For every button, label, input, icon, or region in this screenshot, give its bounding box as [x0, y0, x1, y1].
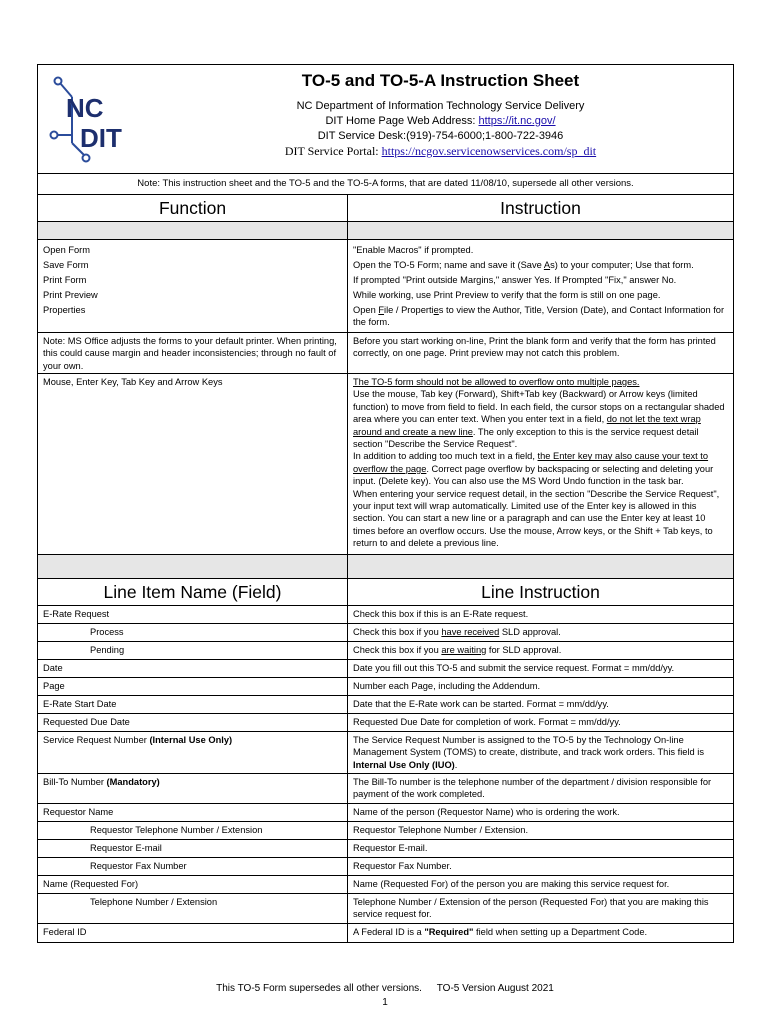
field-requestor-fax: Requestor Fax Number [38, 858, 348, 876]
shaded-spacer [38, 555, 348, 579]
home-page-link[interactable]: https://it.nc.gov/ [478, 115, 556, 127]
header-text [158, 71, 723, 159]
instr-erate-start-date: Date that the E-Rate work can be started. Format = mm/dd/yy. [348, 696, 733, 714]
function-table [38, 195, 733, 579]
instr-requestor-telephone: Requestor Telephone Number / Extension. [348, 822, 733, 840]
field-federal-id: Federal ID [38, 924, 348, 942]
shaded-spacer [348, 222, 733, 240]
instr-requestor-name: Name of the person (Requestor Name) who is ordering the work. [348, 804, 733, 822]
instr-service-request-number: The Service Request Number is assigned to the TO-5 by the Technology On-line Management System (TOMS) to create, distribute, and track work orders. This field is Internal Use Only (IUO). [348, 732, 733, 774]
field-name-requested-for: Name (Requested For) [38, 876, 348, 894]
footer-supersedes: This TO-5 Form supersedes all other versions. [216, 983, 422, 994]
field-requestor-email: Requestor E-mail [38, 840, 348, 858]
field-requestor-name: Requestor Name [38, 804, 348, 822]
line-item-header: Line Item Name (Field) [38, 579, 348, 606]
home-page-line: DIT Home Page Web Address: https://it.nc.gov/ [325, 115, 556, 127]
field-page: Page [38, 678, 348, 696]
svg-text:NC: NC [66, 93, 104, 123]
instr-pending: Check this box if you are waiting for SLD approval. [348, 642, 733, 660]
line-instruction-header: Line Instruction [348, 579, 733, 606]
department-name: NC Department of Information Technology Service Delivery [296, 100, 585, 112]
field-requested-due-date: Requested Due Date [38, 714, 348, 732]
field-requestor-telephone: Requestor Telephone Number / Extension [38, 822, 348, 840]
instruction-sheet [37, 64, 734, 943]
instr-erate-request: Check this box if this is an E-Rate request. [348, 606, 733, 624]
service-desk-line: DIT Service Desk:(919)-754-6000;1-800-722-3946 [317, 130, 564, 142]
shaded-spacer [38, 222, 348, 240]
field-telephone-extension: Telephone Number / Extension [38, 894, 348, 924]
field-erate-request: E-Rate Request [38, 606, 348, 624]
nc-dit-logo [48, 73, 148, 165]
instr-requested-due-date: Requested Due Date for completion of work. Format = mm/dd/yy. [348, 714, 733, 732]
instr-telephone-extension: Telephone Number / Extension of the person (Requested For) that you are making this service request for. [348, 894, 733, 924]
instr-name-requested-for: Name (Requested For) of the person you are making this service request for. [348, 876, 733, 894]
instr-requestor-fax: Requestor Fax Number. [348, 858, 733, 876]
footer-version: TO-5 Version August 2021 [436, 983, 554, 994]
version-note: Note: This instruction sheet and the TO-5 and the TO-5-A forms, that are dated 11/08/10, supersede all other versions. [38, 174, 733, 195]
field-service-request-number: Service Request Number (Internal Use Only) [38, 732, 348, 774]
keys-label: Mouse, Enter Key, Tab Key and Arrow Keys [38, 374, 348, 555]
ms-office-instruction: Before you start working on-line, Print the blank form and verify that the form has printed correctly, on one page. Print preview may not catch this problem. [348, 333, 733, 374]
instr-requestor-email: Requestor E-mail. [348, 840, 733, 858]
function-instructions: "Enable Macros" if prompted. Open the TO-5 Form; name and save it (Save As) to your computer; Use that form. If prompted "Print outside Margins," answer Yes. If Prompted "Fix," answer No. While working, use Print Preview to verify that the form is still on one page. Open File / Properties to view the Author, Title, Version (Date), and Contact Information for the form. [348, 240, 733, 333]
function-header: Function [38, 195, 348, 222]
field-process: Process [38, 624, 348, 642]
instr-page: Number each Page, including the Addendum. [348, 678, 733, 696]
field-pending: Pending [38, 642, 348, 660]
page-title: TO-5 and TO-5-A Instruction Sheet [301, 71, 580, 90]
svg-text:DIT: DIT [80, 123, 122, 153]
instruction-header: Instruction [348, 195, 733, 222]
page-footer [0, 983, 770, 994]
shaded-spacer [348, 555, 733, 579]
service-portal-link[interactable]: https://ncgov.servicenowservices.com/sp_dit [381, 144, 597, 158]
instr-federal-id: A Federal ID is a "Required" field when setting up a Department Code. [353, 926, 648, 937]
instr-bill-to-number: The Bill-To number is the telephone number of the department / division responsible for payment of the work completed. [348, 774, 733, 804]
instr-process: Check this box if you have received SLD approval. [348, 624, 733, 642]
field-erate-start-date: E-Rate Start Date [38, 696, 348, 714]
service-portal-line: DIT Service Portal: https://ncgov.servicenowservices.com/sp_dit [284, 144, 597, 158]
field-date: Date [38, 660, 348, 678]
line-item-table [38, 579, 733, 942]
sheet-header [38, 65, 733, 174]
ms-office-note: Note: MS Office adjusts the forms to your default printer. When printing, this could cause margin and header inconsistencies; through no fault of your own. [38, 333, 348, 374]
instr-date: Date you fill out this TO-5 and submit the service request. Format = mm/dd/yy. [348, 660, 733, 678]
page-number: 1 [382, 997, 388, 1008]
field-bill-to-number: Bill-To Number (Mandatory) [38, 774, 348, 804]
function-list: Open Form Save Form Print Form Print Preview Properties [38, 240, 348, 333]
keys-instruction: The TO-5 form should not be allowed to overflow onto multiple pages. Use the mouse, Tab key (Forward), Shift+Tab key (Backward) or Arrow keys (limited function) to move from field to field. In each field, the cursor stops on a rectangular shaded area where you can enter text. When you enter text in a field, do not let the text wrap around and create a new line. The only exception to this is the service request detail section "Describe the Service Request". In addition to adding too much text in a field, the Enter key may also cause your text to overflow the page. Correct page overflow by backspacing or selecting and deleting your input. (Delete key). You can also use the MS Word Undo function in the task bar. When entering your service request detail, in the section "Describe the Service Request", your input text will wrap automatically. Limited use of the Enter key is allowed in this section. You can start a new line or a paragraph and can use the Enter key at least 10 times before an overflow occurs. Use the mouse, Arrow keys, or the Shift + Tab keys, to return to and delete a previous line. [348, 374, 733, 555]
